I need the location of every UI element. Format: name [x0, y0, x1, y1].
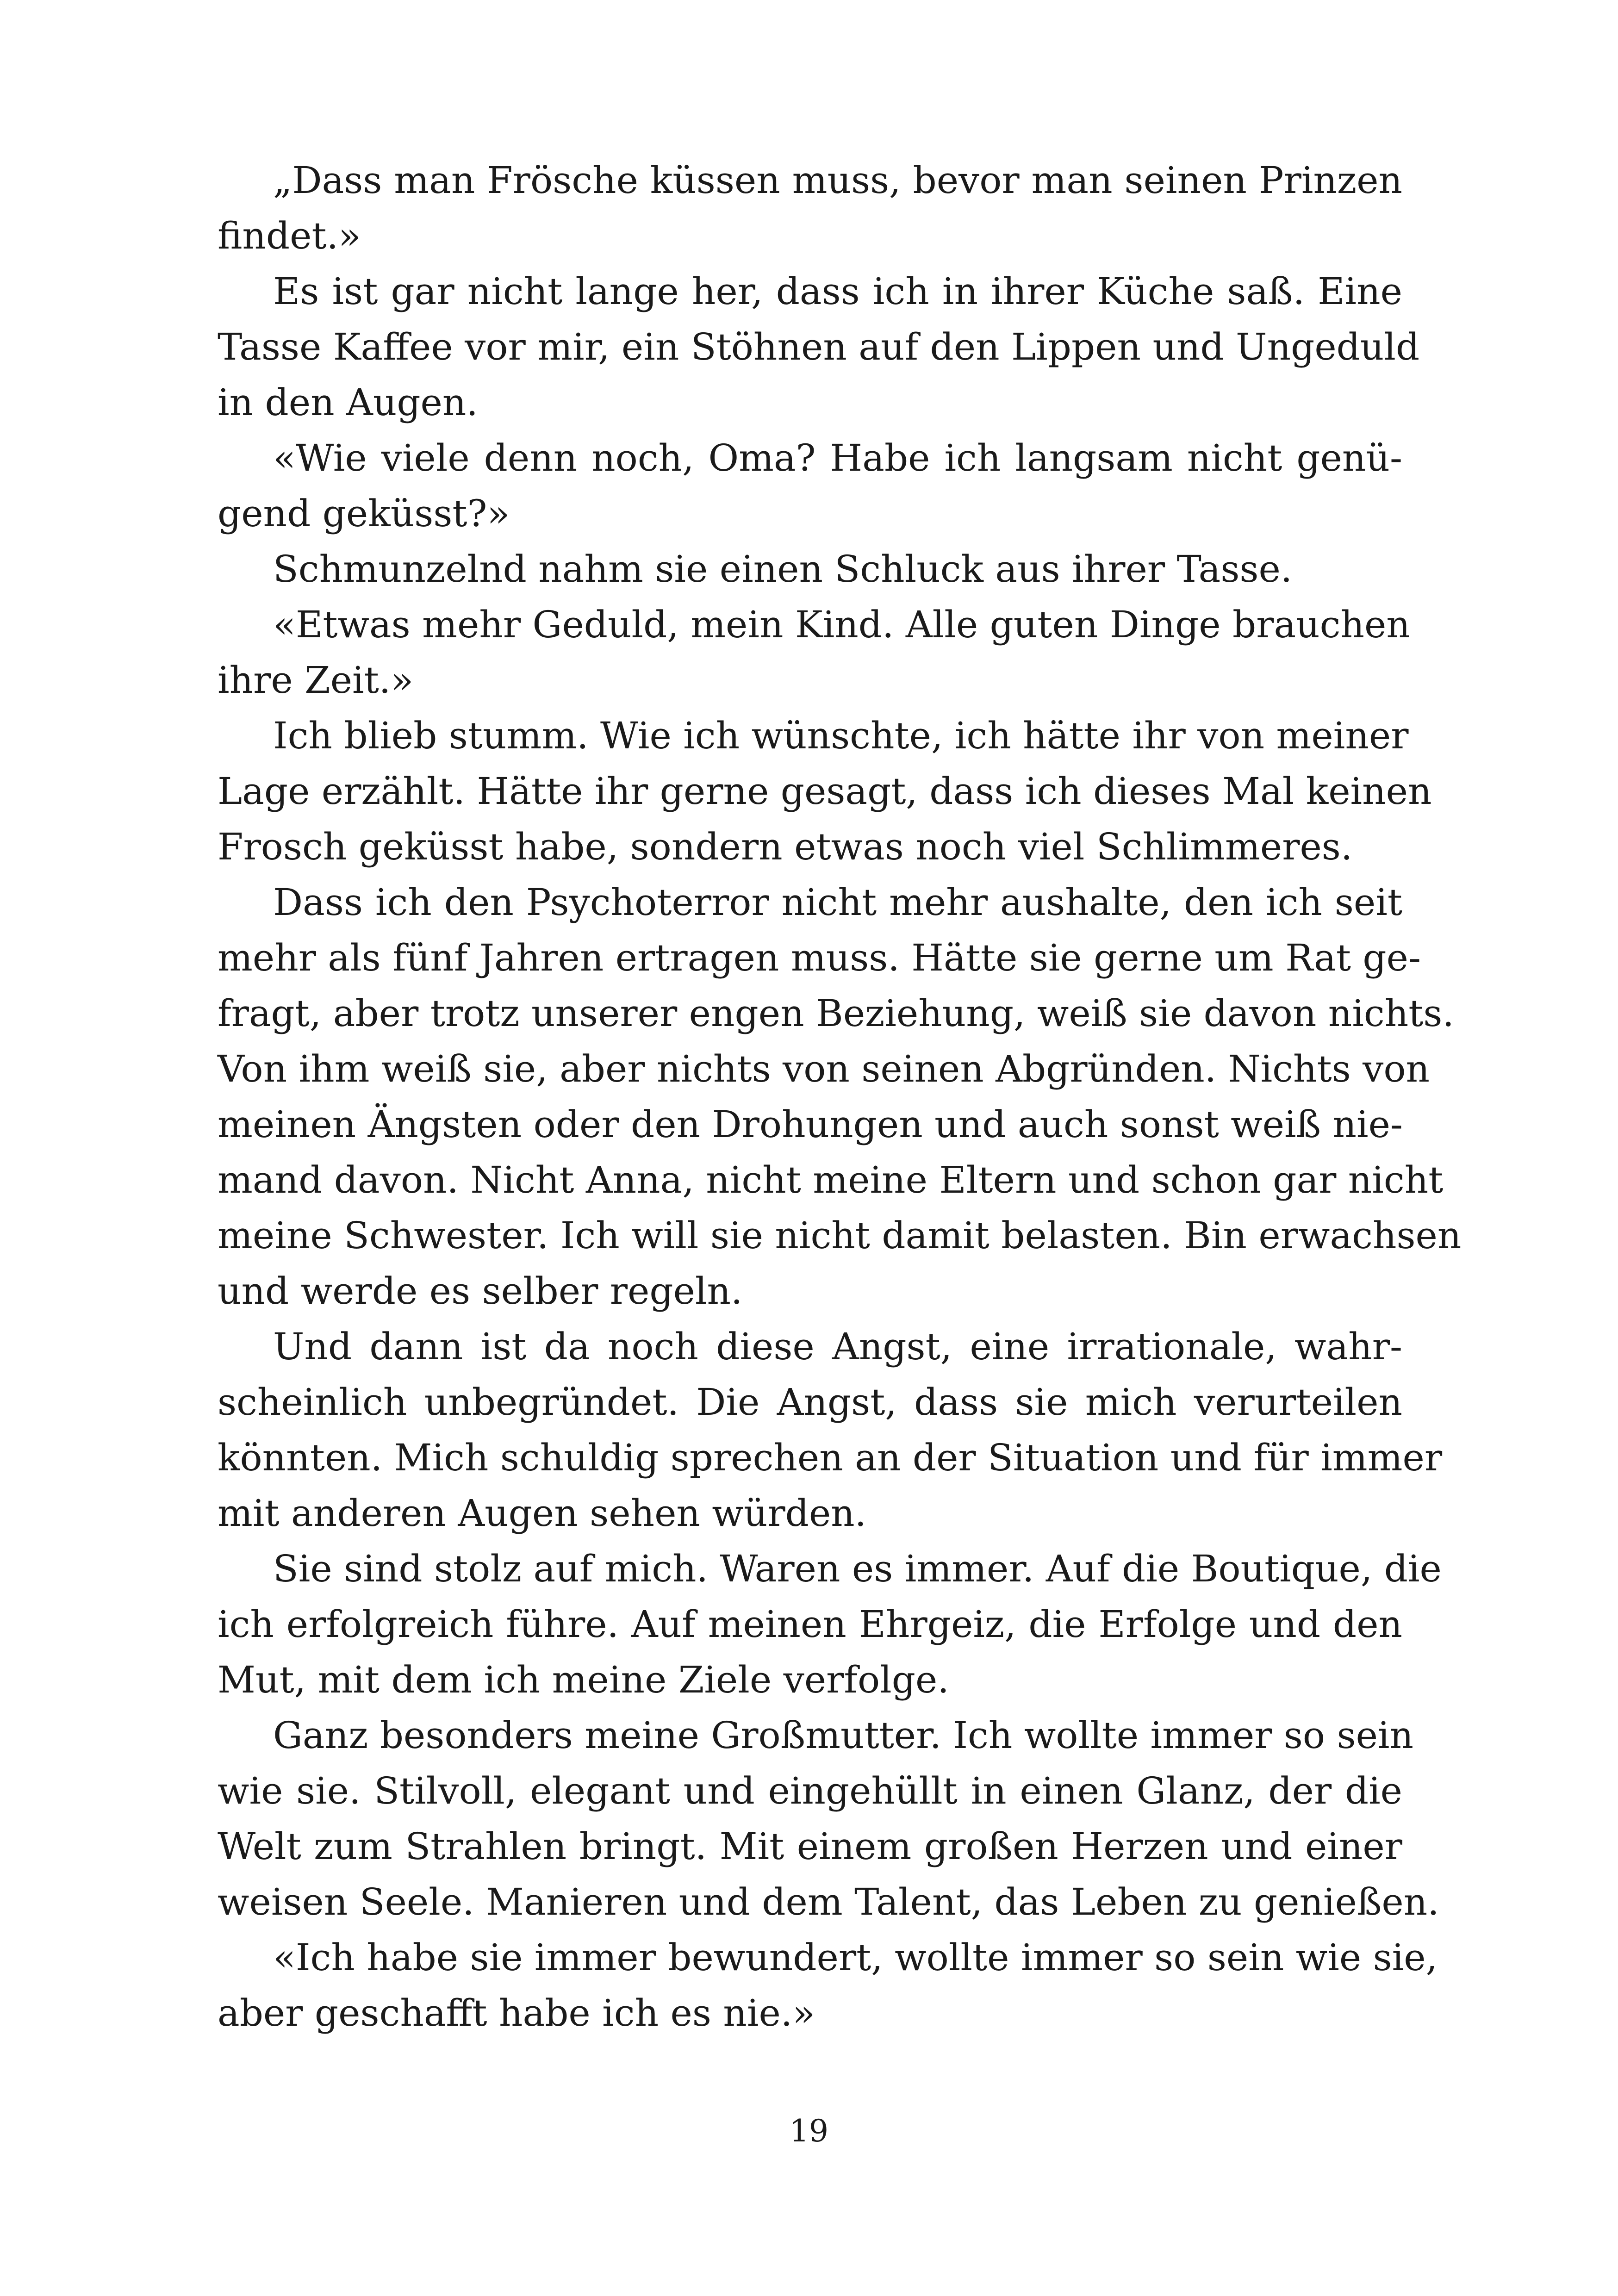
text-line: Und dann ist da noch diese Angst, eine irrationale, wahr-: [273, 1325, 1402, 1368]
text-line: «Etwas mehr Geduld, mein Kind. Alle guten Dinge brauchen: [273, 603, 1410, 646]
text-line: aber geschafft habe ich es nie.»: [218, 1991, 815, 2035]
text-line: in den Augen.: [218, 381, 478, 424]
paragraph: [218, 541, 1402, 597]
body-text: [218, 153, 1462, 2041]
text-line: gend geküsst?»: [218, 492, 510, 535]
paragraph: [218, 153, 1402, 264]
text-line: mand davon. Nicht Anna, nicht meine Eltern und schon gar nicht: [218, 1158, 1444, 1201]
text-line: Frosch geküsst habe, sondern etwas noch viel Schlimmeres.: [218, 825, 1353, 868]
text-line: «Ich habe sie immer bewundert, wollte immer so sein wie sie,: [273, 1936, 1438, 1979]
text-line: Ganz besonders meine Großmutter. Ich wollte immer so sein: [273, 1714, 1414, 1757]
text-line: weisen Seele. Manieren und dem Talent, das Leben zu genießen.: [218, 1880, 1439, 1923]
text-line: meine Schwester. Ich will sie nicht damit belasten. Bin erwachsen: [218, 1214, 1462, 1257]
paragraph: [218, 1319, 1443, 1541]
text-line: Dass ich den Psychoterror nicht mehr aushalte, den ich seit: [273, 881, 1402, 924]
text-line: Es ist gar nicht lange her, dass ich in ihrer Küche saß. Eine: [273, 270, 1402, 313]
text-line: könnten. Mich schuldig sprechen an der Situation und für immer: [218, 1436, 1443, 1479]
page-number: 19: [790, 2113, 828, 2149]
text-line: mit anderen Augen sehen würden.: [218, 1492, 867, 1535]
text-line: Ich blieb stumm. Wie ich wünschte, ich hätte ihr von meiner: [273, 714, 1409, 757]
paragraph: [218, 875, 1462, 1319]
text-line: Sie sind stolz auf mich. Waren es immer. Auf die Boutique, die: [273, 1547, 1442, 1590]
text-line: Von ihm weiß sie, aber nichts von seinen Abgründen. Nichts von: [218, 1047, 1430, 1090]
paragraph: [218, 708, 1432, 875]
text-line: Schmunzelnd nahm sie einen Schluck aus ihrer Tasse.: [273, 548, 1293, 591]
text-line: Welt zum Strahlen bringt. Mit einem großen Herzen und einer: [218, 1825, 1402, 1868]
text-line: mehr als fünf Jahren ertragen muss. Hätte sie gerne um Rat ge-: [218, 936, 1421, 979]
paragraph: [218, 1541, 1442, 1708]
paragraph: [218, 264, 1420, 430]
text-line: Lage erzählt. Hätte ihr gerne gesagt, dass ich dieses Mal keinen: [218, 770, 1432, 813]
paragraph: [218, 1930, 1438, 2041]
text-line: wie sie. Stilvoll, elegant und eingehüllt in einen Glanz, der die: [218, 1769, 1402, 1812]
text-line: scheinlich unbegründet. Die Angst, dass sie mich verurteilen: [218, 1381, 1402, 1424]
paragraph: [218, 597, 1410, 708]
text-line: «Wie viele denn noch, Oma? Habe ich langsam nicht genü-: [273, 436, 1402, 479]
text-line: ihre Zeit.»: [218, 659, 414, 702]
text-line: Mut, mit dem ich meine Ziele verfolge.: [218, 1658, 949, 1701]
text-line: ich erfolgreich führe. Auf meinen Ehrgeiz, die Erfolge und den: [218, 1603, 1402, 1646]
text-line: findet.»: [218, 214, 361, 257]
paragraph: [218, 1708, 1439, 1930]
paragraph: [218, 430, 1402, 541]
text-line: meinen Ängsten oder den Drohungen und auch sonst weiß nie-: [218, 1103, 1403, 1146]
text-line: fragt, aber trotz unserer engen Beziehung, weiß sie davon nichts.: [218, 992, 1454, 1035]
text-line: Tasse Kaffee vor mir, ein Stöhnen auf den Lippen und Ungeduld: [218, 325, 1420, 368]
text-line: „Dass man Frösche küssen muss, bevor man seinen Prinzen: [273, 159, 1402, 202]
text-line: und werde es selber regeln.: [218, 1269, 743, 1313]
